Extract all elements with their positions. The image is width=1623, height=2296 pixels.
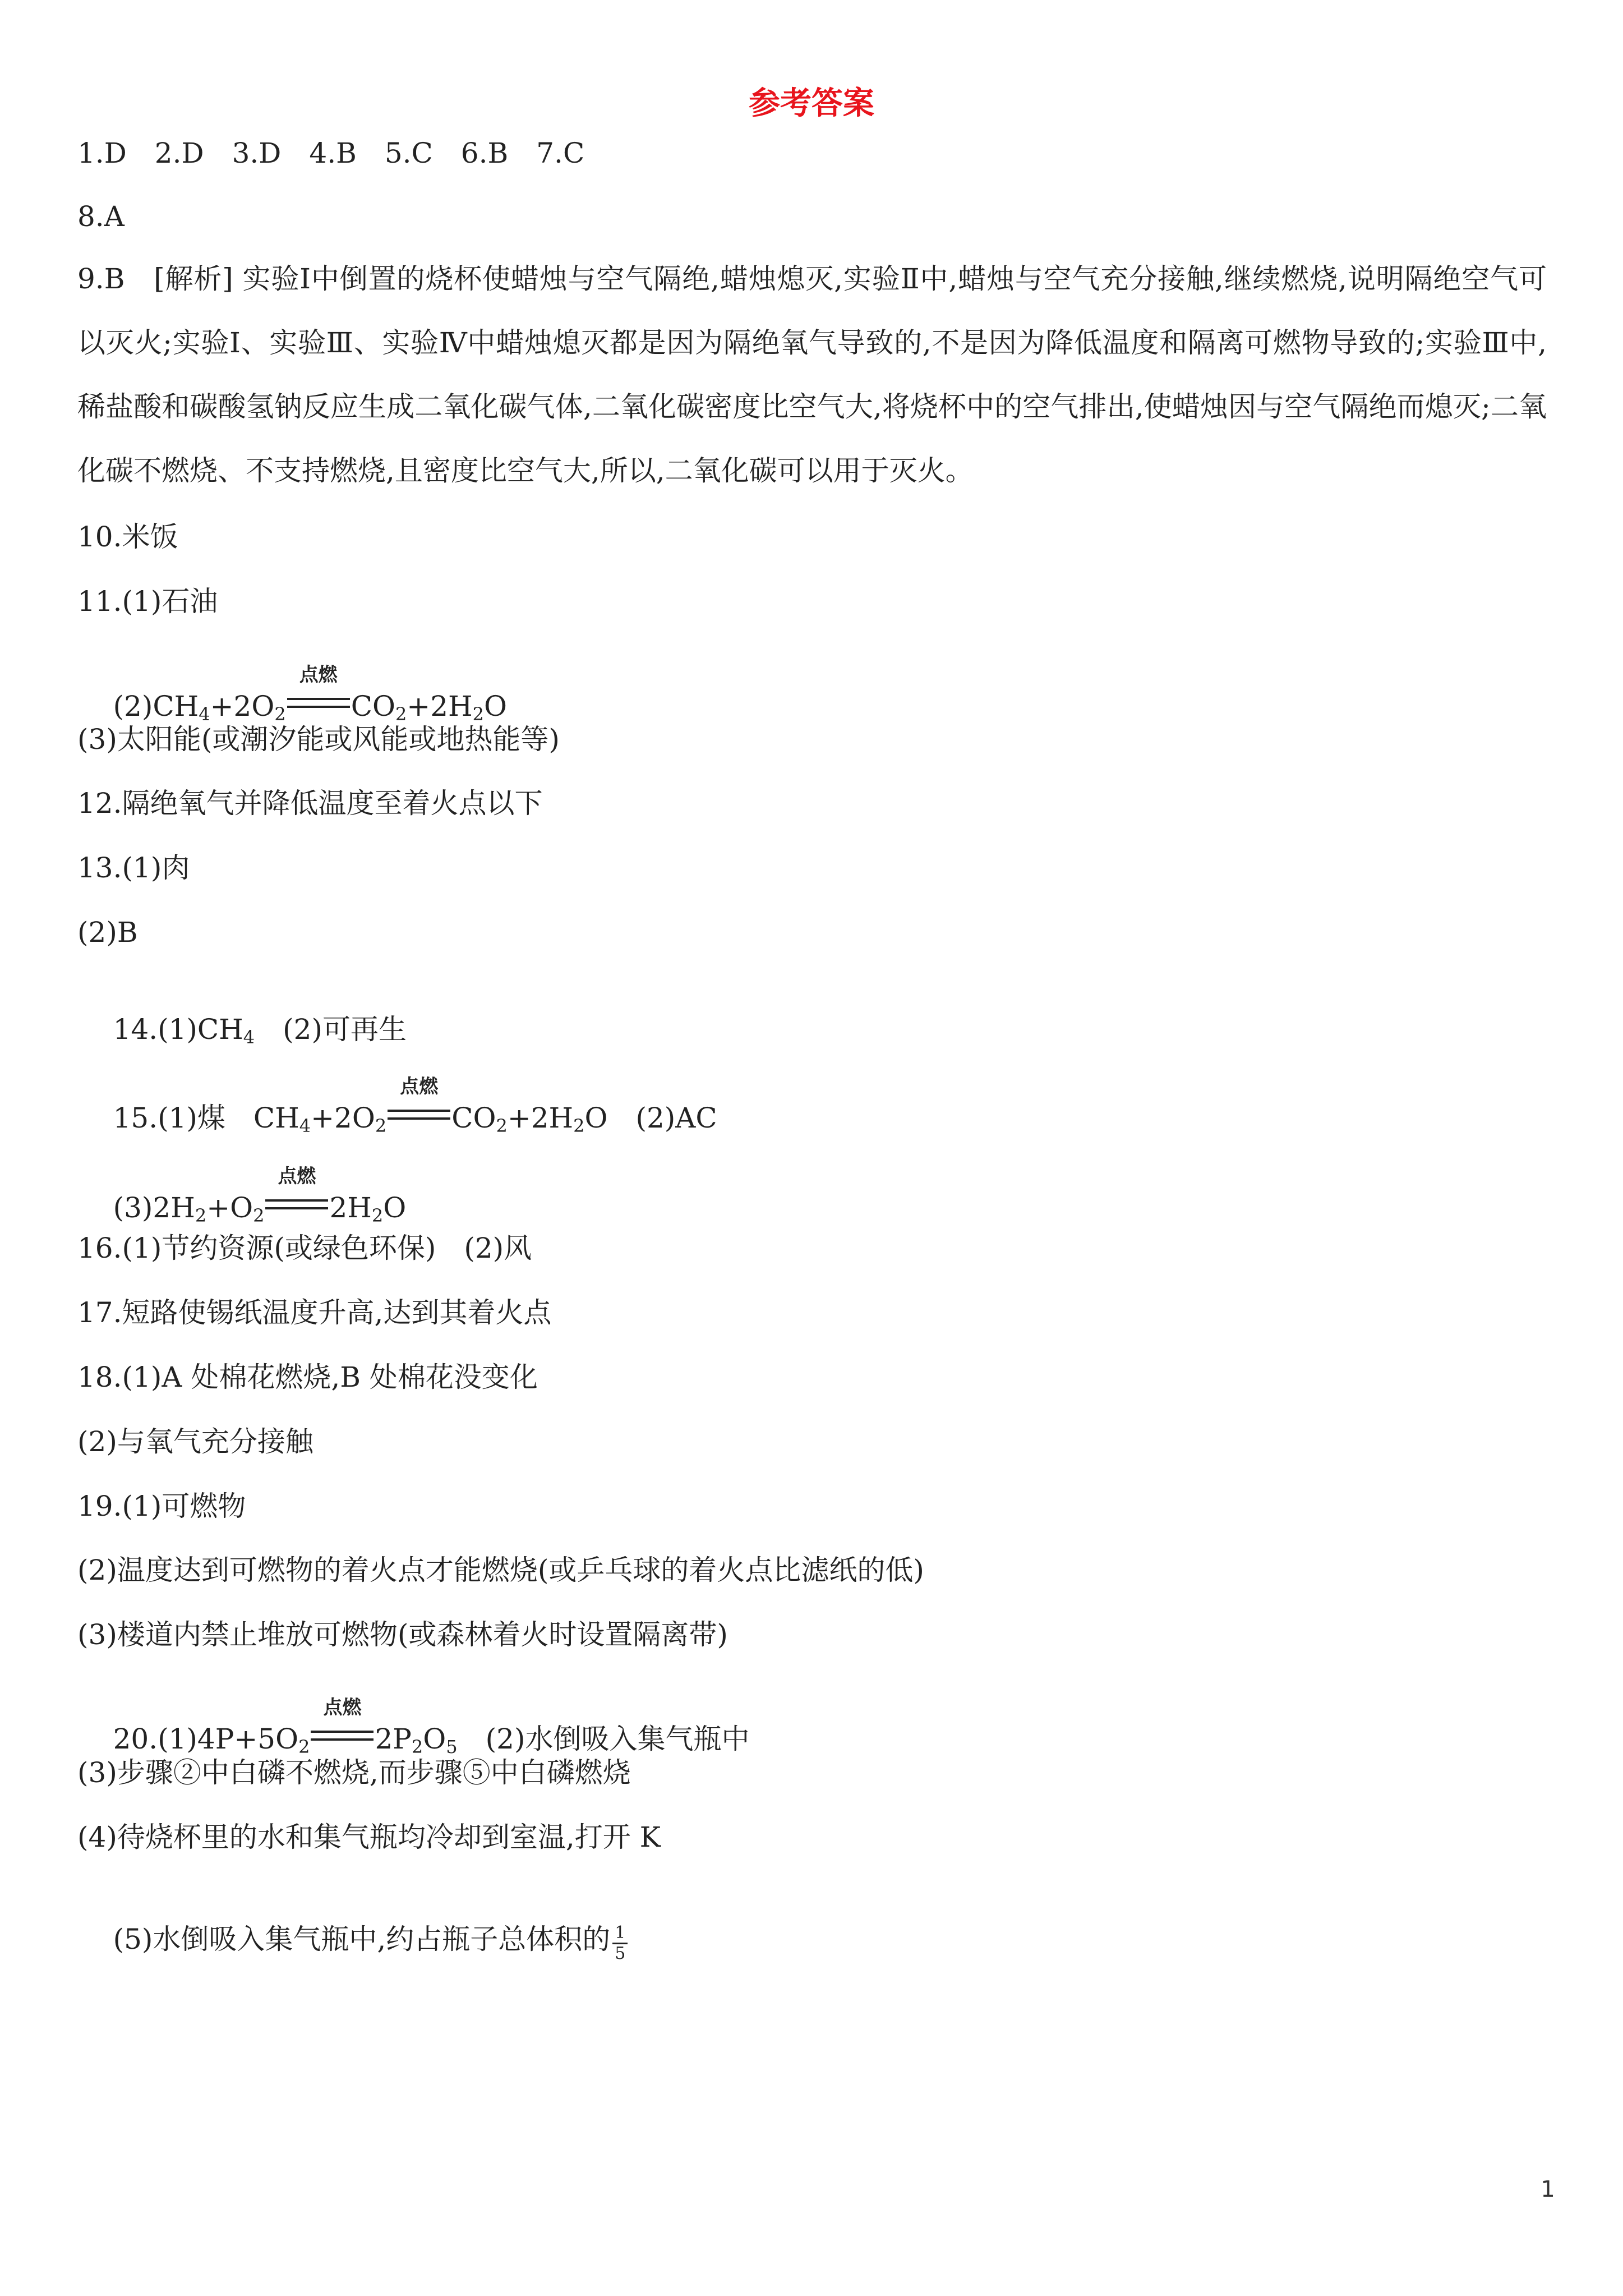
answer-line-13-1: 13.(1)肉 bbox=[77, 852, 190, 884]
answer-line-19-1: 19.(1)可燃物 bbox=[77, 1490, 246, 1522]
subscript: 2 bbox=[274, 703, 286, 725]
answer-line-1-7: 1.D 2.D 3.D 4.B 5.C 6.B 7.C bbox=[77, 137, 585, 169]
page-number: 1 bbox=[1541, 2177, 1555, 2202]
reaction-condition bbox=[311, 1696, 374, 1755]
equation-text: (3)2H bbox=[113, 1191, 195, 1224]
equation-text: CO bbox=[351, 690, 395, 723]
subscript: 4 bbox=[299, 1115, 311, 1137]
answer-line-10: 10.米饭 bbox=[77, 521, 178, 553]
answer-text: 14.(1)CH bbox=[113, 1013, 243, 1046]
fraction bbox=[612, 1925, 628, 1962]
answer-line-16: 16.(1)节约资源(或绿色环保) (2)风 bbox=[77, 1232, 532, 1264]
answer-line-13-2: (2)B bbox=[77, 916, 138, 949]
subscript: 5 bbox=[446, 1736, 458, 1757]
equation-text: CO bbox=[451, 1102, 496, 1134]
equation-text: 20.(1)4P+5O bbox=[113, 1723, 299, 1755]
fraction-numerator: 1 bbox=[612, 1925, 628, 1944]
double-line-equals bbox=[311, 1731, 374, 1741]
subscript: 2 bbox=[195, 1205, 207, 1226]
equation-text: O bbox=[423, 1723, 446, 1755]
subscript: 4 bbox=[199, 703, 210, 725]
answer-line-20-4: (4)待烧杯里的水和集气瓶均冷却到室温,打开 K bbox=[77, 1821, 661, 1853]
reaction-condition bbox=[287, 664, 350, 723]
answer-line-14 bbox=[77, 981, 1547, 1078]
equation-text: 2P bbox=[375, 1723, 412, 1755]
answer-line-18-2: (2)与氧气充分接触 bbox=[77, 1425, 313, 1458]
subscript: 2 bbox=[411, 1736, 423, 1757]
answer-text: (5)水倒吸入集气瓶中,约占瓶子总体积的 bbox=[113, 1923, 611, 1955]
subscript: 2 bbox=[371, 1205, 384, 1226]
equation-text: 2H bbox=[329, 1191, 372, 1224]
answer-text: (2)可再生 bbox=[255, 1013, 407, 1046]
subscript: 2 bbox=[298, 1736, 310, 1757]
subscript: 2 bbox=[253, 1205, 265, 1226]
answer-line-19-2: (2)温度达到可燃物的着火点才能燃烧(或乒乓球的着火点比滤纸的低) bbox=[77, 1554, 924, 1586]
double-line-equals bbox=[265, 1199, 328, 1209]
equation-text: +O bbox=[206, 1191, 253, 1224]
answer-line-8: 8.A bbox=[77, 200, 125, 233]
equation-text: 15.(1)煤 CH bbox=[113, 1102, 299, 1134]
equation-text: O bbox=[383, 1191, 407, 1224]
subscript: 2 bbox=[496, 1115, 508, 1137]
answer-line-9: 9.B [解析] 实验Ⅰ中倒置的烧杯使蜡烛与空气隔绝,蜡烛熄灭,实验Ⅱ中,蜡烛与空气充分接触,继续燃烧,说明隔绝空气可以灭火;实验Ⅰ、实验Ⅲ、实验Ⅳ中蜡烛熄灭都是因为隔绝氧气导致的,不是因为降低温度和隔离可燃物导致的;实验Ⅲ中,稀盐酸和碳酸氢钠反应生成二氧化碳气体,二氧化碳密度比空气大,将烧杯中的空气排出,使蜡烛因与空气隔绝而熄灭;二氧化碳不燃烧、不支持燃烧,且密度比空气大,所以,二氧化碳可以用于灭火。 bbox=[77, 263, 1547, 487]
equation-text: +2O bbox=[311, 1102, 375, 1134]
subscript: 4 bbox=[243, 1027, 255, 1048]
answer-text: (2)水倒吸入集气瓶中 bbox=[457, 1723, 750, 1755]
equation-text: +2H bbox=[507, 1102, 574, 1134]
fraction-denominator: 5 bbox=[615, 1944, 626, 1963]
answer-line-20-5 bbox=[77, 1890, 1547, 1995]
equation-text: O bbox=[584, 1102, 608, 1134]
equation-text: +2H bbox=[407, 690, 473, 723]
answer-line-11-3: (3)太阳能(或潮汐能或风能或地热能等) bbox=[77, 723, 560, 756]
equation-text: (2)CH bbox=[113, 690, 199, 723]
subscript: 2 bbox=[573, 1115, 585, 1137]
answer-text: (2)AC bbox=[607, 1102, 717, 1134]
equation-text: +2O bbox=[210, 690, 275, 723]
answer-line-12: 12.隔绝氧气并降低温度至着火点以下 bbox=[77, 787, 543, 820]
answer-line-18-1: 18.(1)A 处棉花燃烧,B 处棉花没变化 bbox=[77, 1361, 538, 1393]
subscript: 2 bbox=[472, 703, 484, 725]
answer-line-20-3: (3)步骤②中白磷不燃烧,而步骤⑤中白磷燃烧 bbox=[77, 1756, 631, 1789]
condition-label: 点燃 bbox=[278, 1165, 316, 1188]
reaction-condition bbox=[265, 1165, 328, 1224]
condition-label: 点燃 bbox=[323, 1696, 362, 1719]
double-line-equals bbox=[287, 698, 350, 708]
page-title: 参考答案 bbox=[749, 85, 874, 122]
condition-label: 点燃 bbox=[299, 664, 338, 686]
subscript: 2 bbox=[395, 703, 407, 725]
answer-line-11-1: 11.(1)石油 bbox=[77, 585, 218, 618]
answer-line-19-3: (3)楼道内禁止堆放可燃物(或森林着火时设置隔离带) bbox=[77, 1618, 728, 1651]
reaction-condition bbox=[388, 1075, 450, 1134]
double-line-equals bbox=[388, 1110, 450, 1120]
answer-line-15-1 bbox=[77, 1069, 1547, 1167]
subscript: 2 bbox=[375, 1115, 387, 1137]
condition-label: 点燃 bbox=[400, 1075, 439, 1098]
equation-text: O bbox=[483, 690, 507, 723]
answer-line-17: 17.短路使锡纸温度升高,达到其着火点 bbox=[77, 1296, 552, 1329]
